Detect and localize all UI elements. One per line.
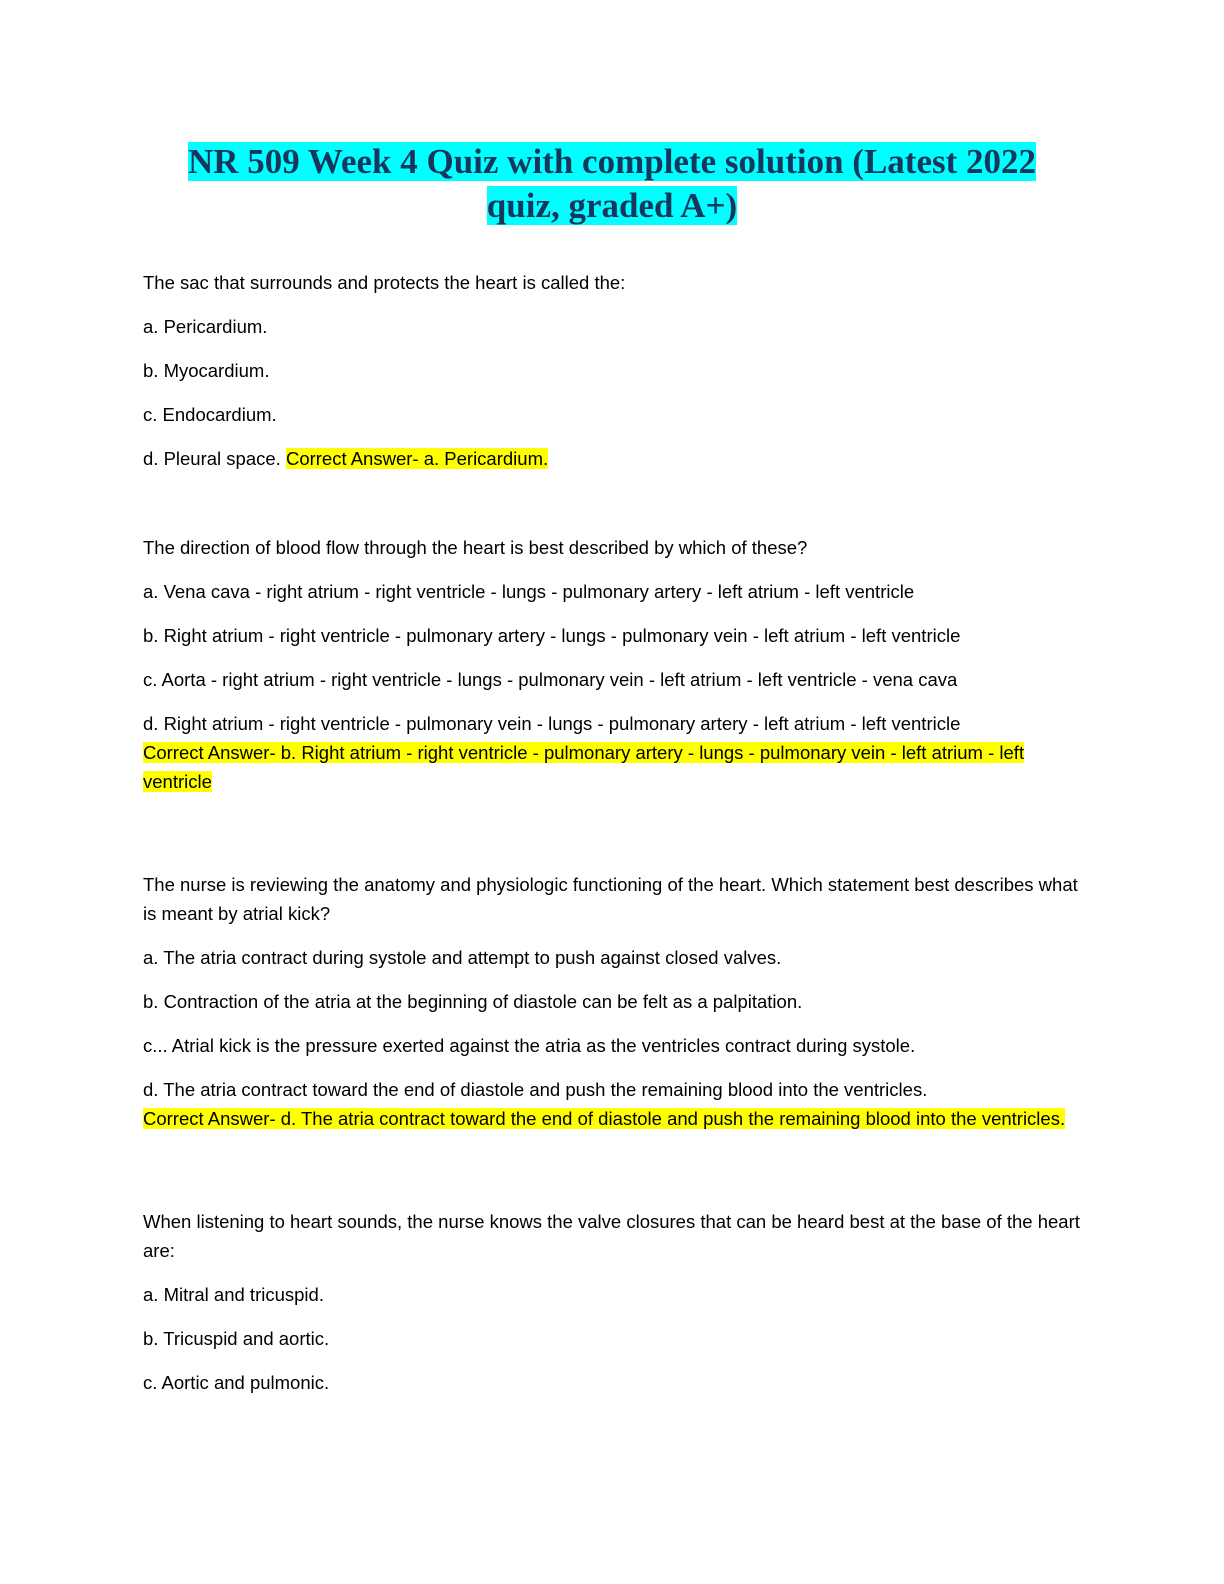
question-text: The sac that surrounds and protects the heart is called the: — [143, 272, 626, 293]
correct-answer: Correct Answer- d. The atria contract toward the end of diastole and push the remaining blood into the ventricles. — [143, 1108, 1066, 1129]
option-a: a. The atria contract during systole and attempt to push against closed valves. — [143, 947, 782, 968]
question-block-4 — [143, 1207, 1083, 1397]
option-a: a. Mitral and tricuspid. — [143, 1284, 324, 1305]
option-a: a. Pericardium. — [143, 316, 268, 337]
option-b: b. Myocardium. — [143, 360, 270, 381]
question-text: When listening to heart sounds, the nurse knows the valve closures that can be heard best at the base of the heart are: — [143, 1211, 1080, 1261]
question-block-3 — [143, 870, 1083, 1133]
document-title — [100, 140, 1124, 228]
question-block-2 — [143, 533, 1083, 796]
quiz-content — [143, 268, 1083, 1412]
option-a: a. Vena cava - right atrium - right ventricle - lungs - pulmonary artery - left atrium - left ventricle — [143, 581, 915, 602]
spacer — [143, 1148, 1083, 1207]
question-block-1 — [143, 268, 1083, 473]
title-line-1: NR 509 Week 4 Quiz with complete solution (Latest 2022 — [187, 142, 1037, 181]
correct-answer: Correct Answer- a. Pericardium. — [285, 448, 549, 469]
option-c: c. Aorta - right atrium - right ventricle - lungs - pulmonary vein - left atrium - left ventricle - vena cava — [143, 669, 958, 690]
spacer — [143, 488, 1083, 533]
option-b: b. Contraction of the atria at the beginning of diastole can be felt as a palpitation. — [143, 991, 803, 1012]
question-text: The nurse is reviewing the anatomy and physiologic functioning of the heart. Which statement best describes what is meant by atrial kick? — [143, 874, 1078, 924]
option-d-with-answer — [143, 444, 1083, 473]
option-b: b. Right atrium - right ventricle - pulmonary artery - lungs - pulmonary vein - left atrium - left ventricle — [143, 625, 961, 646]
option-c: c... Atrial kick is the pressure exerted against the atria as the ventricles contract during systole. — [143, 1035, 916, 1056]
option-c: c. Endocardium. — [143, 404, 277, 425]
option-b: b. Tricuspid and aortic. — [143, 1328, 330, 1349]
option-d-with-answer — [143, 709, 1083, 796]
option-d: d. Right atrium - right ventricle - pulmonary vein - lungs - pulmonary artery - left atrium - left ventricle — [143, 713, 961, 734]
correct-answer: Correct Answer- b. Right atrium - right ventricle - pulmonary artery - lungs - pulmonary vein - left atrium - left ventricle — [143, 742, 1025, 792]
option-d: d. The atria contract toward the end of diastole and push the remaining blood into the ventricles. — [143, 1079, 928, 1100]
title-line-2: quiz, graded A+) — [486, 186, 738, 225]
option-d: d. Pleural space. — [143, 448, 281, 469]
option-c: c. Aortic and pulmonic. — [143, 1372, 330, 1393]
spacer — [143, 811, 1083, 870]
question-text: The direction of blood flow through the heart is best described by which of these? — [143, 537, 808, 558]
option-d-with-answer — [143, 1075, 1083, 1133]
